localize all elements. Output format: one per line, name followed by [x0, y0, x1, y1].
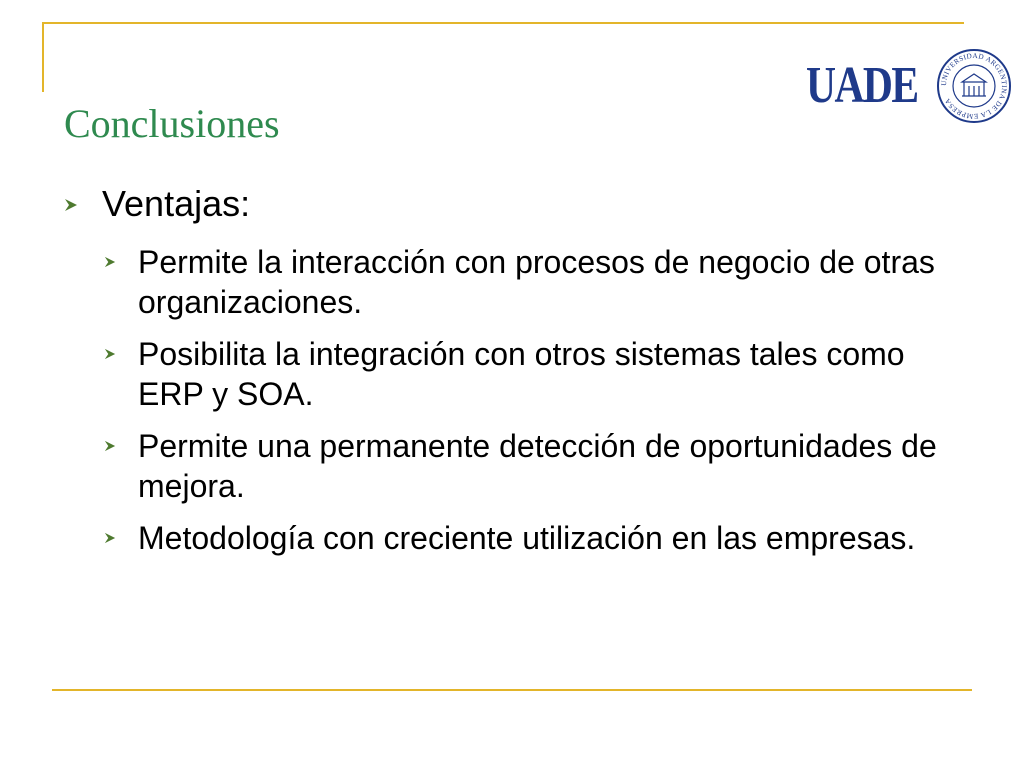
- sub-bullet: [64, 518, 944, 558]
- seal-text: UNIVERSIDAD ARGENTINA DE LA EMPRESA: [939, 51, 1009, 121]
- arrowhead-bullet-icon: [64, 198, 78, 212]
- slide-title: Conclusiones: [64, 101, 280, 146]
- sub-bullet: [64, 334, 944, 414]
- frame-top-line: [42, 22, 964, 24]
- sub-bullet-text: Posibilita la integración con otros sistemas tales como ERP y SOA.: [138, 336, 905, 412]
- bullet-ventajas: Ventajas:: [102, 183, 251, 224]
- bullet-level1: [64, 180, 944, 228]
- frame-left-line: [42, 22, 44, 92]
- university-seal-icon: [936, 48, 1012, 124]
- sub-bullet-text: Permite la interacción con procesos de negocio de otras organizaciones.: [138, 244, 935, 320]
- uade-logo: [806, 48, 1012, 128]
- arrowhead-bullet-icon: [104, 348, 116, 360]
- sub-bullet: [64, 426, 944, 506]
- footer-divider: [52, 689, 972, 691]
- sub-bullet: [64, 242, 944, 322]
- arrowhead-bullet-icon: [104, 532, 116, 544]
- arrowhead-bullet-icon: [104, 256, 116, 268]
- sub-bullet-text: Permite una permanente detección de oportunidades de mejora.: [138, 428, 937, 504]
- logo-wordmark: UADE: [806, 57, 918, 114]
- slide-content: [64, 180, 944, 570]
- sub-bullet-text: Metodología con creciente utilización en las empresas.: [138, 520, 916, 556]
- arrowhead-bullet-icon: [104, 440, 116, 452]
